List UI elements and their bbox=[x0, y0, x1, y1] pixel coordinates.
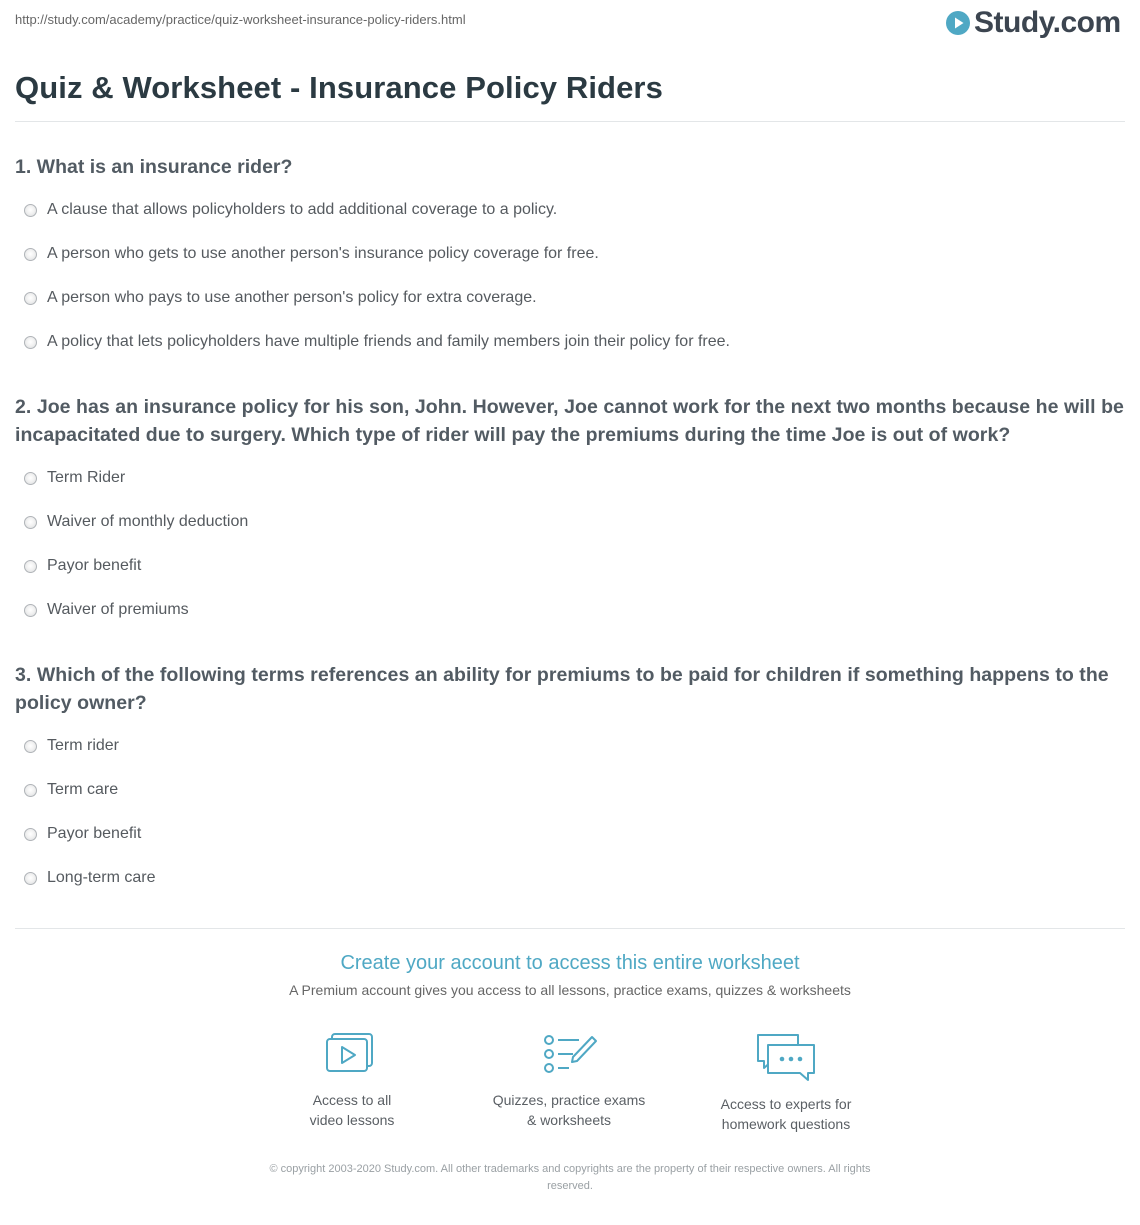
radio-button[interactable] bbox=[24, 784, 37, 797]
radio-button[interactable] bbox=[24, 604, 37, 617]
radio-button[interactable] bbox=[24, 560, 37, 573]
radio-button[interactable] bbox=[24, 204, 37, 217]
feature-label: Quizzes, practice exams bbox=[492, 1092, 646, 1108]
answer-option[interactable] bbox=[15, 866, 156, 890]
feature-experts bbox=[696, 1032, 876, 1134]
feature-label: homework questions bbox=[721, 1116, 851, 1132]
radio-button[interactable] bbox=[24, 336, 37, 349]
copyright-line: reserved. bbox=[547, 1180, 593, 1192]
question-text: 1. What is an insurance rider? bbox=[15, 156, 293, 178]
answer-option[interactable] bbox=[15, 734, 119, 758]
answer-option[interactable] bbox=[15, 330, 730, 354]
page-url: http://study.com/academy/practice/quiz-worksheet-insurance-policy-riders.html bbox=[15, 12, 466, 27]
radio-button[interactable] bbox=[24, 872, 37, 885]
radio-button[interactable] bbox=[24, 828, 37, 841]
answer-option[interactable] bbox=[15, 510, 248, 534]
option-label: Payor benefit bbox=[47, 825, 142, 842]
radio-button[interactable] bbox=[24, 516, 37, 529]
question-2 bbox=[15, 393, 1127, 618]
option-label: Waiver of monthly deduction bbox=[47, 513, 249, 530]
answer-option[interactable] bbox=[15, 242, 599, 266]
answer-option[interactable] bbox=[15, 778, 118, 802]
question-text: 2. Joe has an insurance policy for his son, John. However, Joe cannot work for the next two months because he will be incapacitated due to surgery. Which type of rider will pay the premiums during the time Joe is out of work? bbox=[15, 396, 1124, 446]
option-label: Term care bbox=[47, 781, 119, 798]
quiz-checklist-icon bbox=[539, 1032, 599, 1078]
copyright-line: © copyright 2003-2020 Study.com. All other trademarks and copyrights are the property of their respective owners. All rights bbox=[269, 1163, 871, 1175]
radio-button[interactable] bbox=[24, 248, 37, 261]
question-3 bbox=[15, 661, 1127, 886]
option-label: A policy that lets policyholders have multiple friends and family members join their policy for free. bbox=[47, 333, 730, 350]
video-lessons-icon bbox=[322, 1032, 382, 1078]
answer-option[interactable] bbox=[15, 598, 189, 622]
feature-label: & worksheets bbox=[526, 1112, 612, 1128]
option-label: A person who gets to use another person's insurance policy coverage for free. bbox=[47, 245, 599, 262]
study-logo[interactable] bbox=[945, 6, 1121, 40]
logo-text: Study.com bbox=[974, 6, 1121, 39]
page-title: Quiz & Worksheet - Insurance Policy Riders bbox=[15, 70, 663, 105]
copyright-footer bbox=[215, 1161, 925, 1195]
feature-quizzes bbox=[479, 1032, 659, 1130]
option-label: Term Rider bbox=[47, 469, 126, 486]
chat-bubbles-icon bbox=[754, 1032, 818, 1082]
question-1 bbox=[15, 153, 1127, 350]
option-label: A person who pays to use another person's policy for extra coverage. bbox=[47, 289, 537, 306]
option-label: Term rider bbox=[47, 737, 120, 754]
create-account-link[interactable]: Create your account to access this entire worksheet bbox=[340, 952, 800, 974]
radio-button[interactable] bbox=[24, 472, 37, 485]
radio-button[interactable] bbox=[24, 292, 37, 305]
answer-option[interactable] bbox=[15, 286, 537, 310]
question-text: 3. Which of the following terms references an ability for premiums to be paid for children if something happens to the policy owner? bbox=[15, 664, 1109, 714]
feature-video-lessons bbox=[262, 1032, 442, 1130]
cta-subtitle: A Premium account gives you access to all lessons, practice exams, quizzes & worksheets bbox=[289, 982, 851, 998]
answer-option[interactable] bbox=[15, 466, 125, 490]
option-label: Waiver of premiums bbox=[47, 601, 189, 618]
answer-option[interactable] bbox=[15, 198, 557, 222]
radio-button[interactable] bbox=[24, 740, 37, 753]
feature-label: video lessons bbox=[309, 1112, 395, 1128]
feature-label: Access to experts for bbox=[720, 1096, 852, 1112]
option-label: A clause that allows policyholders to add additional coverage to a policy. bbox=[47, 201, 558, 218]
option-label: Long-term care bbox=[47, 869, 156, 886]
option-label: Payor benefit bbox=[47, 557, 142, 574]
divider bbox=[15, 928, 1125, 929]
answer-option[interactable] bbox=[15, 822, 141, 846]
divider bbox=[15, 121, 1125, 122]
answer-option[interactable] bbox=[15, 554, 141, 578]
feature-label: Access to all bbox=[312, 1092, 392, 1108]
play-logo-icon bbox=[945, 10, 971, 36]
